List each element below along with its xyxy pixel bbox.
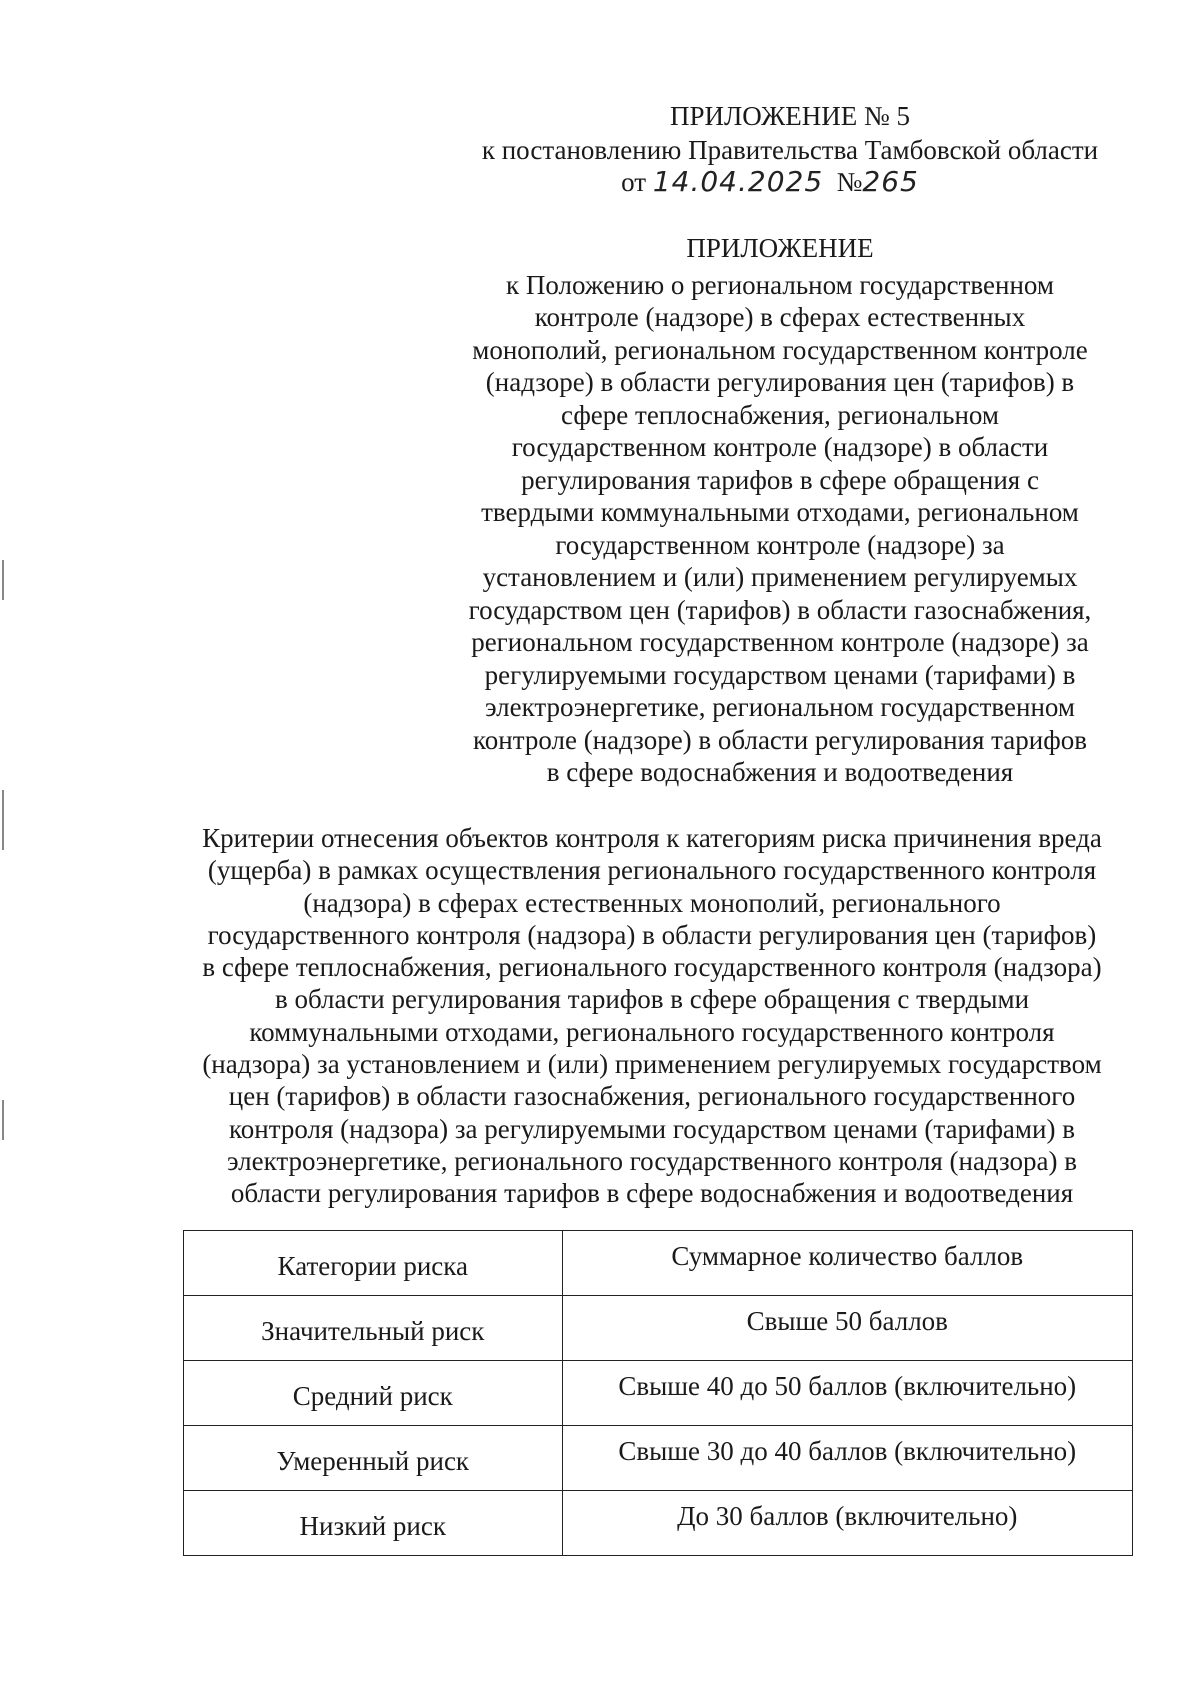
- appendix-line: установлением и (или) применением регулируемых: [482, 562, 1078, 592]
- table-cell-category: Средний риск: [184, 1361, 563, 1426]
- number-prefix: №: [836, 167, 863, 197]
- appendix-line: государственном контроле (надзоре) за: [555, 529, 1005, 560]
- scan-artifact: [2, 1100, 4, 1140]
- appendix-block: [450, 232, 1110, 789]
- criteria-line: (ущерба) в рамках осуществления регионального государственного контроля: [207, 855, 1097, 886]
- criteria-line: цен (тарифов) в области газоснабжения, регионального государственного: [228, 1081, 1076, 1112]
- table-cell-points: Свыше 50 баллов: [562, 1296, 1132, 1361]
- appendix-line: государством цен (тарифов) в области газоснабжения,: [468, 594, 1092, 625]
- resolution-date-line: [420, 166, 1120, 198]
- appendix-line: твердыми коммунальными отходами, региональном: [481, 497, 1079, 527]
- table-cell-category: Значительный риск: [184, 1296, 563, 1361]
- table-row: [184, 1361, 1133, 1426]
- appendix-line: монополий, региональном государственном контроле: [472, 334, 1088, 365]
- scan-artifact: [2, 790, 4, 850]
- appendix-line: электроэнергетике, региональном государственном: [485, 692, 1075, 722]
- criteria-line: в сфере теплоснабжения, регионального государственного контроля (надзора): [202, 952, 1102, 983]
- appendix-line: региональном государственном контроле (надзоре) за: [471, 627, 1089, 657]
- table-cell-category: Низкий риск: [184, 1491, 563, 1556]
- appendix-line: регулируемыми государством ценами (тарифами) в: [484, 659, 1076, 690]
- table-header-row: [184, 1231, 1133, 1296]
- table-cell-points: Свыше 30 до 40 баллов (включительно): [562, 1426, 1132, 1491]
- appendix-line: контроле (надзоре) в области регулирования тарифов: [473, 724, 1087, 755]
- criteria-line: области регулирования тарифов в сфере водоснабжения и водоотведения: [230, 1178, 1074, 1209]
- handwritten-number: 265: [862, 165, 919, 198]
- appendix-line: регулирования тарифов в сфере обращения с: [521, 464, 1039, 495]
- table-cell-points: Свыше 40 до 50 баллов (включительно): [562, 1361, 1132, 1426]
- risk-category-table: [183, 1230, 1133, 1556]
- appendix-line: к Положению о региональном государственном: [506, 269, 1054, 300]
- resolution-reference: к постановлению Правительства Тамбовской области: [481, 135, 1099, 165]
- appendix-line: (надзоре) в области регулирования цен (тарифов) в: [485, 367, 1075, 397]
- table-header-cell: Категории риска: [184, 1231, 563, 1296]
- table-cell-category: Умеренный риск: [184, 1426, 563, 1491]
- criteria-line: коммунальными отходами, регионального государственного контроля: [249, 1016, 1055, 1047]
- appendix-line: государственном контроле (надзоре) в области: [511, 432, 1049, 462]
- table-row: [184, 1296, 1133, 1361]
- appendix-line: сфере теплоснабжения, региональном: [561, 399, 999, 430]
- criteria-line: электроэнергетике, регионального государственного контроля (надзора) в: [227, 1145, 1077, 1176]
- criteria-line: государственного контроля (надзора) в области регулирования цен (тарифов): [207, 919, 1097, 950]
- scan-artifact: [2, 560, 4, 600]
- handwritten-date: 14.04.2025: [652, 165, 824, 198]
- criteria-line: Критерии отнесения объектов контроля к категориям риска причинения вреда: [202, 823, 1102, 853]
- appendix-title: ПРИЛОЖЕНИЕ: [686, 233, 874, 263]
- date-prefix: от: [621, 167, 647, 197]
- criteria-line: (надзора) в сферах естественных монополий, регионального: [303, 887, 1001, 918]
- table-cell-points: До 30 баллов (включительно): [562, 1491, 1132, 1556]
- criteria-line: в области регулирования тарифов в сфере обращения с твердыми: [274, 984, 1030, 1015]
- criteria-line: контроля (надзора) за регулируемыми государством ценами (тарифами) в: [229, 1113, 1075, 1144]
- table-header-cell: Суммарное количество баллов: [562, 1231, 1132, 1296]
- appendix-number-title: ПРИЛОЖЕНИЕ № 5: [669, 101, 911, 131]
- criteria-heading: [168, 822, 1136, 1210]
- appendix-line: в сфере водоснабжения и водоотведения: [546, 757, 1014, 787]
- criteria-line: (надзора) за установлением и (или) применением регулируемых государством: [202, 1049, 1102, 1080]
- table-row: [184, 1426, 1133, 1491]
- appendix-line: контроле (надзоре) в сферах естественных: [534, 302, 1026, 332]
- table-row: [184, 1491, 1133, 1556]
